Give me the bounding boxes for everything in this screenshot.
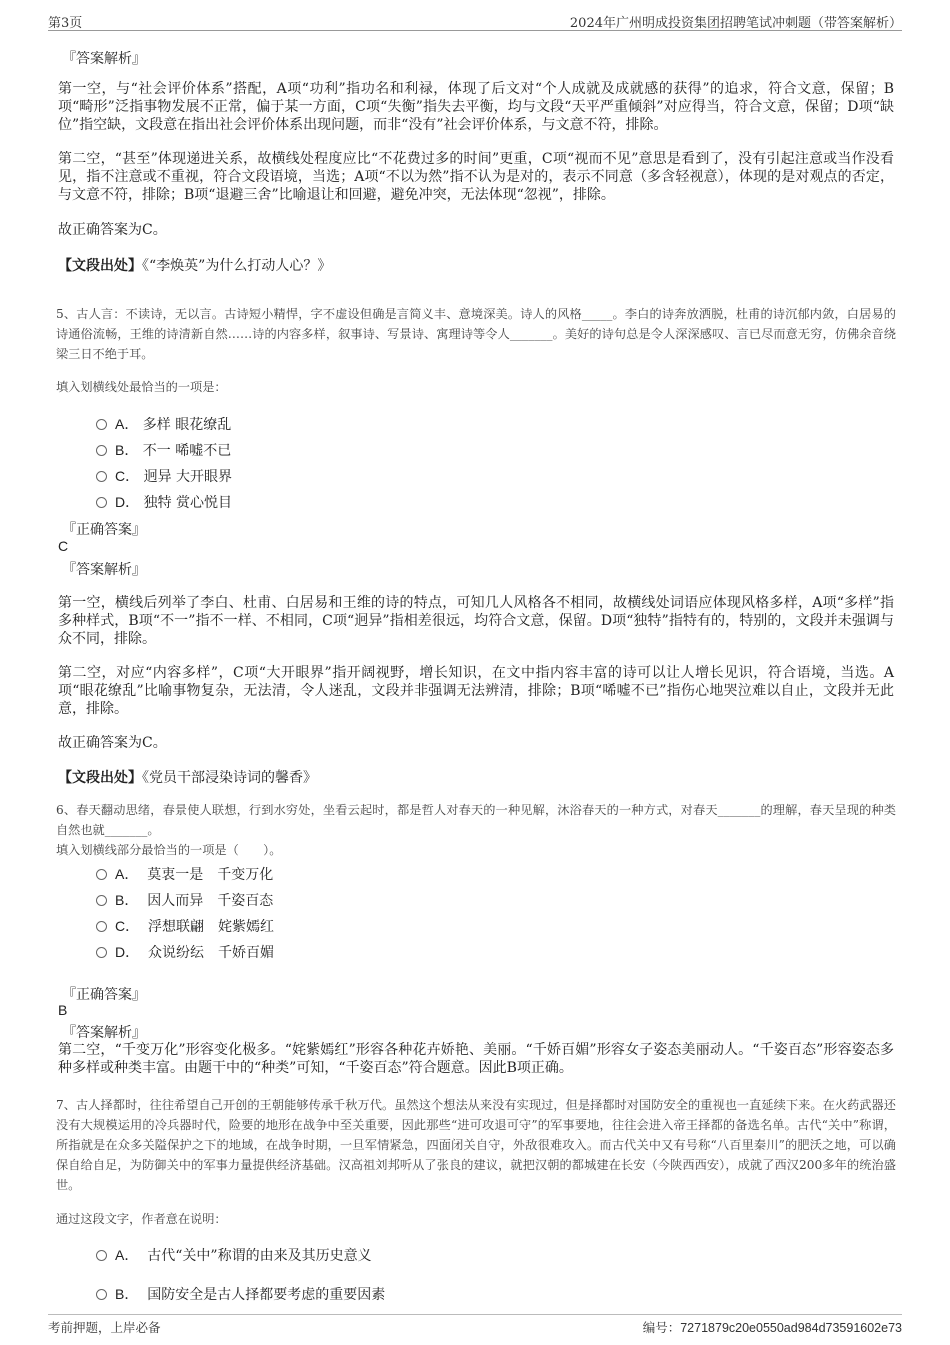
correct-label: 『正确答案』	[62, 522, 146, 538]
q7-prompt: 通过这段文字，作者意在说明：	[56, 1212, 227, 1226]
radio-icon[interactable]	[96, 1289, 107, 1300]
analysis-label: 『答案解析』	[62, 1025, 146, 1041]
radio-icon[interactable]	[96, 921, 107, 932]
analysis-label: 『答案解析』	[62, 51, 146, 67]
q5-option-d[interactable]: D． 独特 赏心悦目	[96, 492, 232, 512]
q5-option-a[interactable]: A． 多样 眼花缭乱	[96, 414, 231, 434]
q4-analysis-p2: 第二空，“甚至”体现递进关系，故横线处程度应比“不花费过多的时间”更重，C项“视而不见”意思是看到了，没有引起注意或当作没看见，指不注意或不重视，符合文段语境，当选；A项“不以为然”指不认为是对的，表示不同意（多含轻视意），体现的是对观点的否定，与文意不符，排除；B项“退避三舍”比喻退让和回避，避免冲突，无法体现“忽视”，排除。	[58, 151, 894, 203]
q4-analysis-p1: 第一空，与“社会评价体系”搭配，A项“功利”指功名和利禄，体现了后文对“个人成就及成就感的获得”的追求，符合文意，保留；B项“畸形”泛指事物发展不正常，偏于某一方面，C项“失衡”指失去平衡，均与文段“天平严重倾斜”对应得当，符合文意，保留；D项“缺位”指空缺，文段意在指出社会评价体系出现问题，而非“没有”社会评价体系，与文意不符，排除。	[58, 81, 894, 133]
q7-stem: 7、古人择都时，往往希望自己开创的王朝能够传承千秋万代。虽然这个想法从来没有实现过，但是择都时对国防安全的重视也一直延续下来。在火药武器还没有大规模运用的冷兵器时代，险要的地形在战争中至关重要，因此那些“进可攻退可守”的军事要地，往往会进入帝王择都的备选名单。古代“关中”称谓，所指就是在众多关隘保护之下的地域，在战争时期，一旦军情紧急，四面闭关自守，外敌很难攻入。而古代关中又有号称“八百里秦川”的肥沃之地，可以确保自给自足，为防御关中的军事力量提供经济基础。汉高祖刘邦听从了张良的建议，就把汉朝的都城建在长安（今陕西西安），成就了西汉200多年的统治盛世。	[56, 1098, 896, 1192]
radio-icon[interactable]	[96, 1250, 107, 1261]
q5-option-c[interactable]: C． 迥异 大开眼界	[96, 466, 232, 486]
radio-icon[interactable]	[96, 471, 107, 482]
q5-option-b[interactable]: B． 不一 唏嘘不已	[96, 440, 231, 460]
q7-option-b[interactable]: B． 国防安全是古人择都要考虑的重要因素	[96, 1284, 385, 1304]
q6-option-b[interactable]: B． 因人而异 千姿百态	[96, 890, 273, 910]
q6-option-c[interactable]: C． 浮想联翩 姹紫嫣红	[96, 916, 274, 936]
correct-label: 『正确答案』	[62, 987, 146, 1003]
radio-icon[interactable]	[96, 869, 107, 880]
radio-icon[interactable]	[96, 895, 107, 906]
radio-icon[interactable]	[96, 947, 107, 958]
q6-option-a[interactable]: A． 莫衷一是 千变万化	[96, 864, 273, 884]
q6-answer: B	[58, 1002, 68, 1018]
q5-analysis-p1: 第一空，横线后列举了李白、杜甫、白居易和王维的诗的特点，可知几人风格各不相同，故横线处词语应体现风格多样，A项“多样”指多种样式，B项“不一”指不一样、不相同，C项“迥异”指相差很远，均符合文意，保留。D项“独特”指特有的，特别的，文段并未强调与众不同，排除。	[58, 595, 894, 647]
radio-icon[interactable]	[96, 497, 107, 508]
page-footer	[48, 1314, 902, 1334]
q5-prompt: 填入划横线处最恰当的一项是：	[56, 380, 227, 394]
document-code: 编号：7271879c20e0550ad984d73591602e73	[642, 1321, 902, 1335]
document-title: 2024年广州明成投资集团招聘笔试冲刺题（带答案解析）	[569, 16, 902, 31]
q6-prompt: 填入划横线部分最恰当的一项是（ ）。	[56, 843, 282, 857]
q4-conclusion: 故正确答案为C。	[58, 222, 167, 238]
q5-conclusion: 故正确答案为C。	[58, 735, 167, 751]
footer-slogan: 考前押题，上岸必备	[48, 1320, 161, 1335]
q6-option-d[interactable]: D． 众说纷纭 千娇百媚	[96, 942, 274, 962]
radio-icon[interactable]	[96, 445, 107, 456]
page-number: 第3页	[48, 16, 83, 31]
page-header	[48, 12, 902, 31]
q5-analysis-p2: 第二空，对应“内容多样”，C项“大开眼界”指开阔视野，增长知识，在文中指内容丰富的诗可以让人增长见识，符合语境，当选。A项“眼花缭乱”比喻事物复杂，无法清，令人迷乱，文段并非强调无法辨清，排除；B项“唏嘘不已”指伤心地哭泣难以自止，文段并无此意，排除。	[58, 665, 894, 717]
radio-icon[interactable]	[96, 419, 107, 430]
q5-answer: C	[58, 538, 69, 554]
q7-option-a[interactable]: A． 古代“关中”称谓的由来及其历史意义	[96, 1245, 372, 1265]
q4-source: 【文段出处】《“李焕英”为什么打动人心？》	[58, 258, 332, 274]
analysis-label: 『答案解析』	[62, 562, 146, 578]
q5-stem: 5、古人言：不读诗，无以言。古诗短小精悍，字不虚设但确是言简义丰、意境深美。诗人的风格_____。李白的诗奔放洒脱，杜甫的诗沉郁内敛，白居易的诗通俗流畅，王维的诗清新自然……诗的内容多样，叙事诗、写景诗、寓理诗等令人_______。美好的诗句总是令人深深感叹、言已尽而意无穷，仿佛余音绕梁三日不绝于耳。	[56, 307, 896, 361]
q6-analysis: 第二空，“千变万化”形容变化极多。“姹紫嫣红”形容各种花卉娇艳、美丽。“千娇百媚”形容女子姿态美丽动人。“千姿百态”形容姿态多种多样或种类丰富。由题干中的“种类”可知，“千姿百态”符合题意。因此B项正确。	[58, 1042, 894, 1076]
q6-stem: 6、春天翻动思绪，春景使人联想，行到水穷处，坐看云起时，都是哲人对春天的一种见解，沐浴春天的一种方式，对春天_______的理解，春天呈现的种类自然也就_______。	[56, 803, 896, 837]
q5-source: 【文段出处】《党员干部浸染诗词的馨香》	[58, 770, 317, 786]
